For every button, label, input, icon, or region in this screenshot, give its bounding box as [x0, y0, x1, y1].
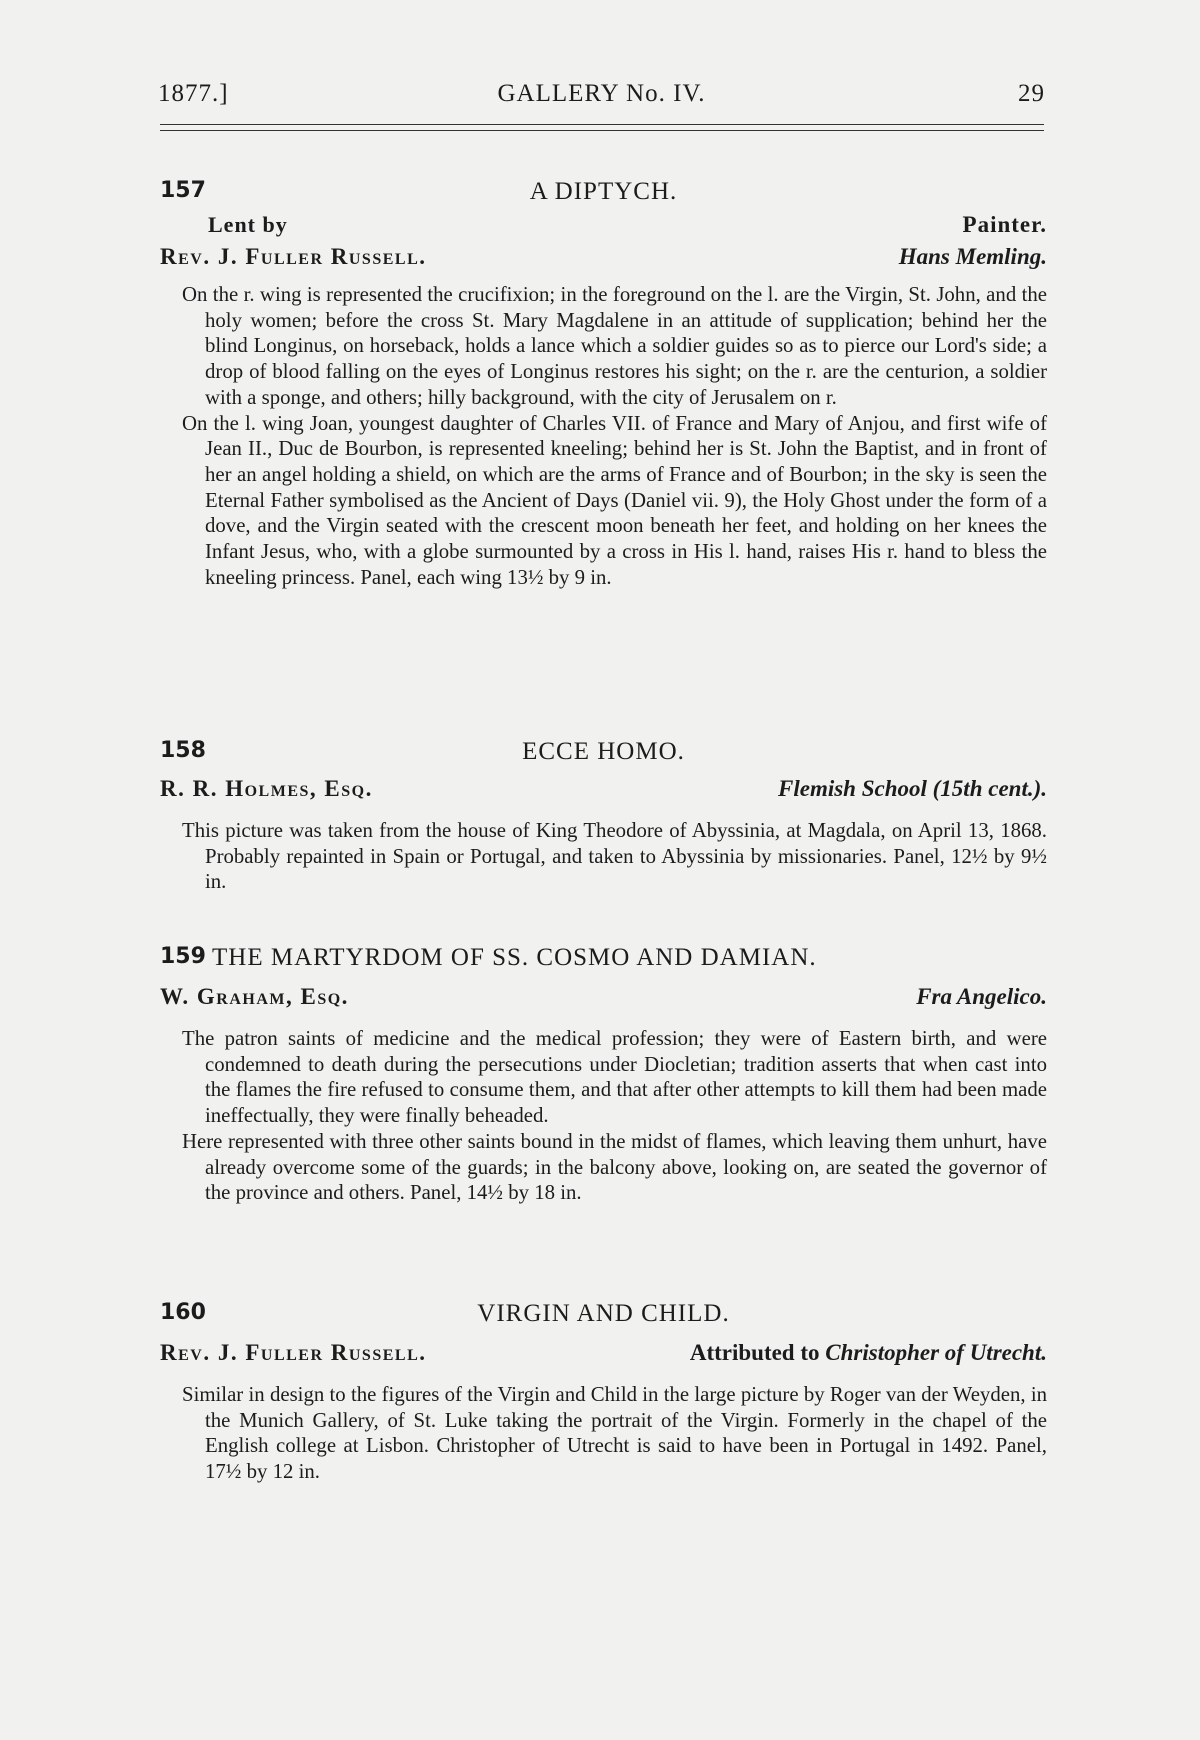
entry-heading [160, 1300, 1047, 1340]
entry-title: THE MARTYRDOM OF SS. COSMO AND DAMIAN. [212, 944, 817, 971]
entry-number: 159 [160, 944, 206, 969]
entry-heading [160, 738, 1047, 776]
lender-name: Rev. J. Fuller Russell. [160, 1340, 427, 1365]
painter-name: Christopher of Utrecht. [825, 1340, 1047, 1365]
entry-number: 158 [160, 738, 206, 763]
header-year: 1877.] [158, 80, 229, 107]
entry-heading [160, 944, 1047, 984]
lender-row [160, 244, 1047, 282]
lender-name: W. Graham, Esq. [160, 984, 349, 1009]
page-number: 29 [1018, 80, 1045, 107]
lent-by-label: Lent by [208, 212, 288, 237]
header-rule-secondary [160, 130, 1044, 131]
header-gallery: GALLERY No. IV. [497, 80, 706, 107]
lender-row [160, 1340, 1047, 1382]
description-paragraph: On the r. wing is represented the crucifixion; in the foreground on the l. are the Virgin, St. John, and the holy women; before the cross St. Mary Magdalene in an attitude of supplication; behind her the blind Longinus, on horseback, holds a lance which a soldier guides so as to pierce our Lord's side; a drop of blood falling on the eyes of Longinus restores his sight; on the r. are the centurion, a soldier with a sponge, and others; hilly background, with the city of Jerusalem on r. [182, 283, 1047, 409]
painter-name: Fra Angelico. [916, 984, 1047, 1009]
lender-name: Rev. J. Fuller Russell. [160, 244, 427, 269]
painter-name: Hans Memling. [898, 244, 1047, 269]
description-paragraph: Here represented with three other saints bound in the midst of flames, which leaving them unhurt, have already overcome some of the guards; in the balcony above, looking on, are seated the governor of the province and others. Panel, 14½ by 18 in. [182, 1129, 1047, 1205]
catalogue-entry-159 [160, 944, 1047, 1206]
lender-name: R. R. Holmes, Esq. [160, 776, 373, 801]
entry-heading [160, 178, 1047, 212]
attribution-prefix: Attributed to [689, 1340, 820, 1365]
entry-title: VIRGIN AND CHILD. [477, 1300, 730, 1327]
description-paragraph: On the l. wing Joan, youngest daughter of Charles VII. of France and Mary of Anjou, and first wife of Jean II., Duc de Bourbon, is represented kneeling; behind her is St. John the Baptist, and in front of her an angel holding a shield, on which are the arms of France and of Bourbon; in the sky is seen the Eternal Father symbolised as the Ancient of Days (Daniel vii. 9), the Holy Ghost under the form of a dove, and the Virgin seated with the crescent moon beneath her feet, and holding on her knees the Infant Jesus, who, with a globe surmounted by a cross in His l. hand, raises His r. hand to bless the kneeling princess. Panel, each wing 13½ by 9 in. [182, 411, 1047, 589]
catalogue-entry-157 [160, 178, 1047, 590]
catalogue-entry-158 [160, 738, 1047, 895]
description-paragraph: Similar in design to the figures of the Virgin and Child in the large picture by Roger van der Weyden, in the Munich Gallery, of St. Luke taking the portrait of the Virgin. Formerly in the chapel of the English college at Lisbon. Christopher of Utrecht is said to have been in Portugal in 1492. Panel, 17½ by 12 in. [182, 1383, 1047, 1484]
running-header [158, 80, 1045, 110]
painter-label: Painter. [962, 212, 1047, 237]
attribution [690, 1340, 1047, 1366]
catalogue-entry-160 [160, 1300, 1047, 1485]
entry-title: ECCE HOMO. [522, 738, 685, 765]
lender-row [160, 776, 1047, 818]
entry-number: 160 [160, 1300, 206, 1325]
description-paragraph: This picture was taken from the house of King Theodore of Abyssinia, at Magdala, on April 13, 1868. Probably repainted in Spain or Portugal, and taken to Abyssinia by missionaries. Panel, 12½ by 9½ in. [182, 819, 1047, 894]
entry-title: A DIPTYCH. [529, 178, 678, 205]
description-paragraph: The patron saints of medicine and the medical profession; they were of Eastern birth, and were condemned to death during the persecutions under Diocletian; tradition asserts that when cast into the flames the fire refused to consume them, and that after other attempts to kill them had been made ineffectually, they were finally beheaded. [182, 1027, 1047, 1128]
column-labels [160, 212, 1047, 244]
lender-row [160, 984, 1047, 1026]
entry-number: 157 [160, 178, 206, 203]
painter-name: Flemish School (15th cent.). [778, 776, 1047, 801]
header-rule [160, 124, 1044, 125]
